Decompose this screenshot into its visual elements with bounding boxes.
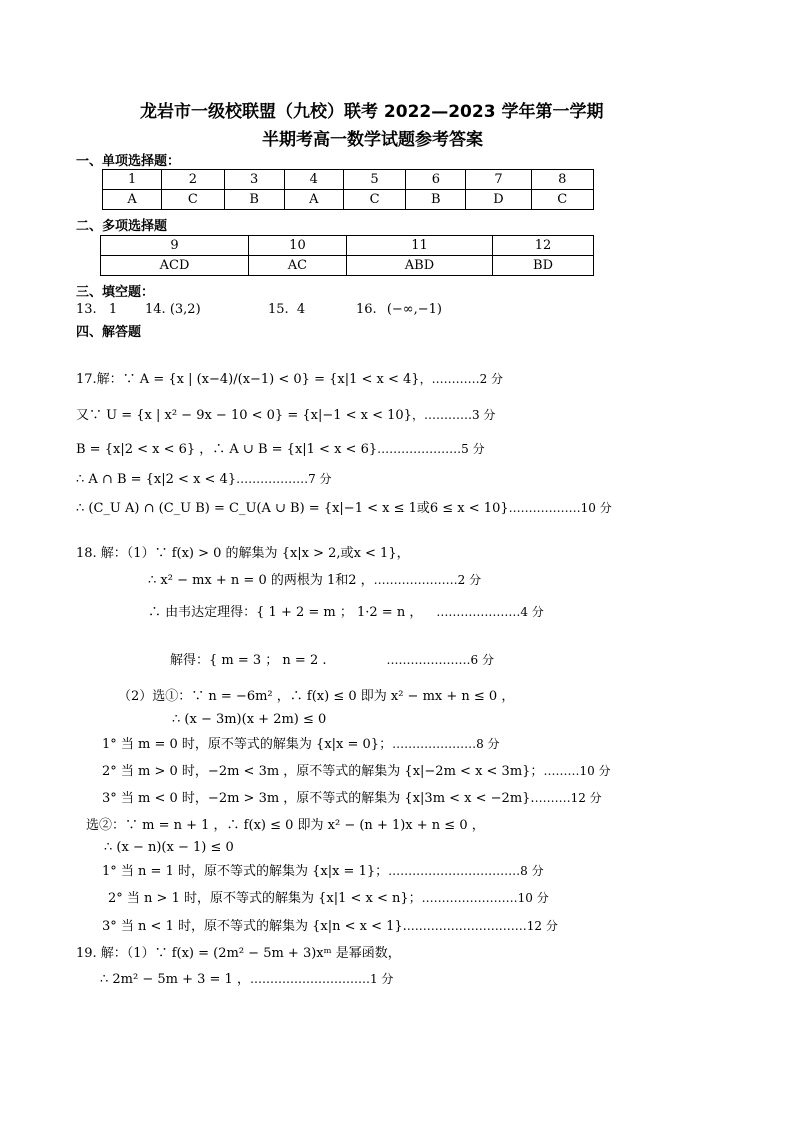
solution-step: 选②：∵ m = n + 1 ，∴ f(x) ≤ 0 即为 x² − (n + 1)x + n ≤ 0 ， [86, 818, 485, 833]
table-cell: 5 [343, 170, 405, 190]
score-marker: ……………………………8 分 [388, 864, 544, 878]
q18-line-1 [76, 545, 410, 563]
fill-blank-13 [76, 301, 117, 319]
solution-step: ∴ 2m² − 5m + 3 = 1 ， [100, 972, 250, 987]
score-marker: ………………10 分 [508, 501, 612, 515]
table-cell: A [103, 190, 162, 210]
solution-step: 3° 当 m < 0 时，−2m > 3m ，原不等式的解集为 {x|3m < x < −2m}. [102, 791, 535, 806]
section-heading-solutions: 四、解答题 [76, 325, 142, 340]
table-cell: B [224, 190, 284, 210]
score-marker: ……………………10 分 [421, 891, 549, 905]
table-cell: C [343, 190, 405, 210]
table-cell: AC [249, 256, 347, 276]
q18-line-8 [102, 762, 611, 781]
table-cell: D [466, 190, 531, 210]
table-row [103, 190, 594, 210]
solution-step: ∴ (x − 3m)(x + 2m) ≤ 0 [172, 712, 327, 727]
table-cell: 4 [284, 170, 343, 190]
score-marker: ………10 分 [543, 764, 611, 778]
solution-step: 19. 解：（1）∵ f(x) = (2m² − 5m + 3)xᵐ 是幂函数， [76, 946, 401, 961]
table-cell: 1 [103, 170, 162, 190]
solution-step: ∴ (x − n)(x − 1) ≤ 0 [104, 840, 234, 855]
solution-step: ∴ A ∩ B = {x|2 < x < 4} [76, 472, 237, 487]
table-cell: A [284, 190, 343, 210]
q18-line-14 [102, 917, 558, 936]
section-heading-fill-blank: 三、填空题： [76, 285, 155, 300]
score-marker: ………………7 分 [236, 472, 332, 486]
table-cell: 10 [249, 236, 347, 256]
q18-line-6 [172, 711, 326, 729]
table-cell: 11 [346, 236, 492, 256]
q17-line-1 [76, 370, 503, 389]
multi-choice-answer-table [100, 235, 594, 276]
q18-line-7 [102, 735, 500, 754]
q18-line-3 [148, 603, 544, 622]
table-cell: 3 [224, 170, 284, 190]
q17-line-3 [76, 440, 485, 459]
table-cell: 2 [162, 170, 224, 190]
item-answer: (3,2) [169, 302, 201, 317]
score-marker: ，…………3 分 [411, 408, 496, 422]
solution-step: 2° 当 n > 1 时，原不等式的解集为 {x|1 < x < n}； [108, 891, 422, 906]
q17-line-2 [76, 406, 495, 425]
table-cell: 7 [466, 170, 531, 190]
solution-step: 2° 当 m > 0 时，−2m < 3m ，原不等式的解集为 {x|−2m < x < 3m}； [102, 764, 544, 779]
page-title: 龙岩市一级校联盟（九校）联考 2022—2023 学年第一学期 [140, 102, 604, 122]
solution-step: 解得：{ m = 3 ； n = 2 . [170, 653, 327, 668]
item-number: 16. [356, 302, 377, 317]
table-cell: BD [493, 256, 594, 276]
fill-blank-14 [145, 301, 201, 319]
solution-step: 17.解：∵ A = {x | (x−4)/(x−1) < 0} = {x|1 < x < 4} [76, 372, 420, 387]
q18-line-9 [102, 789, 602, 808]
q18-line-11 [104, 839, 234, 857]
fill-blank-15 [268, 301, 305, 319]
score-marker: …………………2 分 [373, 573, 482, 587]
solution-step: ∴ (C_U A) ∩ (C_U B) = C_U(A ∪ B) = {x|−1 < x ≤ 1或6 ≤ x < 10} [76, 501, 509, 516]
item-answer: 4 [296, 302, 306, 317]
table-cell: ACD [101, 256, 249, 276]
single-choice-answer-table [102, 169, 594, 210]
q17-line-5 [76, 499, 612, 518]
score-marker: ，…………2 分 [419, 372, 504, 386]
table-row [101, 256, 594, 276]
score-marker: …………………5 分 [377, 442, 485, 456]
solution-step: （2）选①：∵ n = −6m² ，∴ f(x) ≤ 0 即为 x² − mx + n ≤ 0 ， [118, 689, 515, 704]
q18-line-13 [108, 889, 549, 908]
q18-line-2 [148, 571, 481, 590]
q18-line-4 [170, 651, 494, 670]
q18-line-10 [86, 817, 485, 835]
section-heading-single-choice: 一、单项选择题： [76, 154, 181, 169]
score-marker: …………………8 分 [392, 737, 500, 751]
score-marker: …………………………12 分 [406, 919, 558, 933]
solution-step: 又∵ U = {x | x² − 9x − 10 < 0} = {x|−1 < x < 10} [76, 408, 412, 423]
q18-line-12 [102, 862, 544, 881]
score-marker: …………………6 分 [386, 653, 494, 667]
table-cell: 12 [493, 236, 594, 256]
q17-line-4 [76, 470, 332, 489]
solution-step: 1° 当 n = 1 时，原不等式的解集为 {x|x = 1}； [102, 864, 389, 879]
table-cell: C [162, 190, 224, 210]
score-marker: …………………………1 分 [249, 972, 394, 986]
table-cell: 9 [101, 236, 249, 256]
q19-line-1 [76, 945, 401, 963]
solution-step: 1° 当 m = 0 时，原不等式的解集为 {x|x = 0}； [102, 737, 393, 752]
table-cell: ABD [346, 256, 492, 276]
solution-step: ∴ x² − mx + n = 0 的两根为 1和2 ， [148, 573, 374, 588]
item-answer: 1 [108, 302, 118, 317]
table-cell: B [406, 190, 466, 210]
solution-step: B = {x|2 < x < 6} ，∴ A ∪ B = {x|1 < x < 6} [76, 442, 378, 457]
section-heading-multi-choice: 二、多项选择题 [76, 219, 168, 234]
item-number: 14. [145, 302, 166, 317]
solution-step: ∴ 由韦达定理得：{ 1 + 2 = m ； 1·2 = n ， [148, 605, 423, 620]
table-cell: 6 [406, 170, 466, 190]
score-marker: …………………4 分 [436, 605, 544, 619]
q19-line-2 [100, 970, 393, 989]
q18-line-5 [118, 688, 514, 706]
item-number: 15. [268, 302, 289, 317]
item-number: 13. [76, 302, 97, 317]
fill-blank-16 [356, 301, 442, 319]
table-cell: C [531, 190, 593, 210]
page-subtitle: 半期考高一数学试题参考答案 [262, 130, 483, 150]
item-answer: (−∞,−1) [386, 302, 442, 317]
table-cell: 8 [531, 170, 593, 190]
solution-step: 3° 当 n < 1 时，原不等式的解集为 {x|n < x < 1}. [102, 919, 407, 934]
table-row [101, 236, 594, 256]
table-row [103, 170, 594, 190]
solution-step: 18. 解：（1）∵ f(x) > 0 的解集为 {x|x > 2,或x < 1}， [76, 546, 410, 561]
score-marker: ………12 分 [534, 791, 602, 805]
